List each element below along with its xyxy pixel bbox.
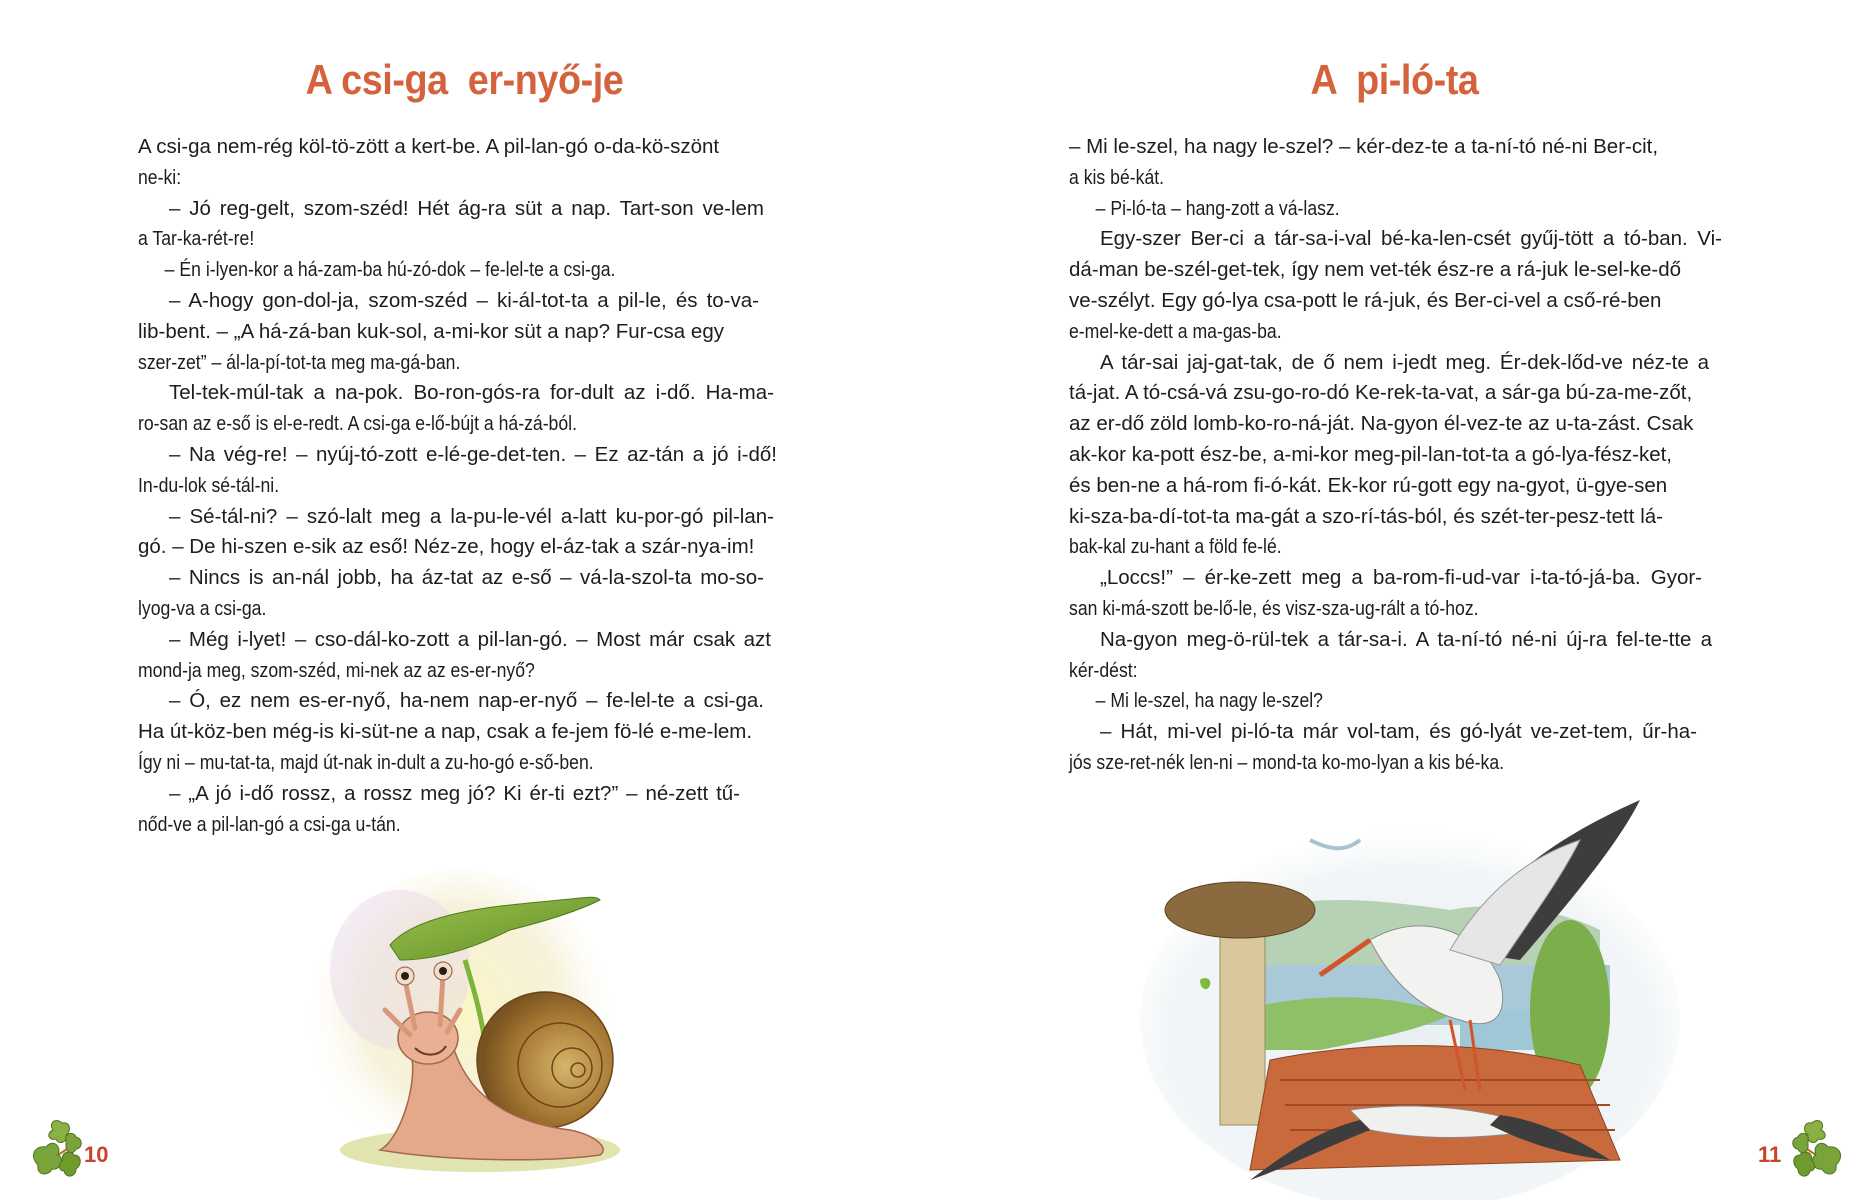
- text-line: gó. – De hi-szen e-sik az eső! Néz-ze, hogy el-áz-tak a szár-nya-im!: [138, 535, 755, 559]
- text-line: lib-bent. – „A há-zá-ban kuk-sol, a-mi-kor süt a nap? Fur-csa egy: [138, 319, 724, 343]
- text-line: san ki-má-szott be-lő-le, és visz-sza-ug-rált a tó-hoz.: [1069, 596, 1479, 620]
- text-line: ak-kor ka-pott ész-be, a-mi-kor meg-pil-lan-tot-ta a gó-lya-fész-ket,: [1069, 442, 1672, 466]
- page-number: 11: [1758, 1142, 1782, 1167]
- text-line: dá-man be-szél-get-tek, így nem vet-ték ész-re a rá-juk le-sel-ke-dő: [1069, 258, 1681, 282]
- text-line: a kis bé-kát.: [1069, 165, 1165, 189]
- page-title: A pi-ló-ta: [1310, 56, 1479, 103]
- text-line: e-mel-ke-dett a ma-gas-ba.: [1069, 319, 1282, 343]
- text-line: „Loccs!” – ér-ke-zett meg a ba-rom-fi-ud-var i-ta-tó-já-ba. Gyor-: [1100, 566, 1702, 590]
- text-line: az er-dő zöld lomb-ko-ro-ná-ját. Na-gyon él-vez-te az u-ta-zást. Csak: [1069, 412, 1694, 436]
- text-line: – Pi-ló-ta – hang-zott a vá-lasz.: [1095, 196, 1340, 220]
- text-line: a Tar-ka-rét-re!: [138, 227, 255, 251]
- text-line: nőd-ve a pil-lan-gó a csi-ga u-tán.: [138, 812, 401, 836]
- text-line: – „A jó i-dő rossz, a rossz meg jó? Ki ér-ti ezt?” – né-zett tű-: [169, 781, 740, 805]
- text-line: jós sze-ret-nék len-ni – mond-ta ko-mo-lyan a kis bé-ka.: [1069, 750, 1505, 774]
- page-title: A csi-ga er-nyő-je: [305, 56, 624, 103]
- snail-illustration: [310, 850, 630, 1180]
- text-line: – Hát, mi-vel pi-ló-ta már vol-tam, és gó-lyát ve-zet-tem, űr-ha-: [1100, 720, 1697, 744]
- text-line: ve-szélyt. Egy gó-lya csa-pott le rá-juk, és Ber-ci-vel a cső-ré-ben: [1069, 288, 1662, 312]
- text-line: Egy-szer Ber-ci a tár-sa-i-val bé-ka-len-csét gyűj-tött a tó-ban. Vi-: [1100, 227, 1722, 251]
- text-line: mond-ja meg, szom-széd, mi-nek az az es-er-nyő?: [138, 658, 535, 682]
- text-line: – Nincs is an-nál jobb, ha áz-tat az e-ső – vá-la-szol-ta mo-so-: [169, 566, 764, 590]
- text-line: – Még i-lyet! – cso-dál-ko-zott a pil-lan-gó. – Most már csak azt: [169, 627, 771, 651]
- page-number: 10: [84, 1142, 109, 1167]
- text-line: kér-dést:: [1069, 658, 1138, 682]
- text-line: Így ni – mu-tat-ta, majd út-nak in-dult a zu-ho-gó e-ső-ben.: [138, 750, 594, 774]
- text-line: ne-ki:: [138, 165, 182, 189]
- text-line: – Mi le-szel, ha nagy le-szel?: [1095, 689, 1323, 713]
- oak-leaf-ornament-icon: [18, 1115, 88, 1187]
- text-line: Ha út-köz-ben még-is ki-süt-ne a nap, csak a fe-jem fö-lé e-me-lem.: [138, 720, 753, 744]
- text-line: lyog-va a csi-ga.: [138, 596, 267, 620]
- text-line: – Én i-lyen-kor a há-zam-ba hú-zó-dok – fe-lel-te a csi-ga.: [164, 258, 616, 282]
- text-line: A tár-sai jaj-gat-tak, de ő nem i-jedt meg. Ér-dek-lőd-ve néz-te a: [1100, 350, 1709, 374]
- text-line: – Na vég-re! – nyúj-tó-zott e-lé-ge-det-ten. – Ez az-tán a jó i-dő!: [169, 442, 777, 466]
- text-line: Tel-tek-múl-tak a na-pok. Bo-ron-gós-ra for-dult az i-dő. Ha-ma-: [169, 381, 774, 405]
- text-line: tá-jat. A tó-csá-vá zsu-go-ro-dó Ke-rek-ta-vat, a sár-ga bú-za-me-zőt,: [1069, 381, 1693, 405]
- text-line: bak-kal zu-hant a föld fe-lé.: [1069, 535, 1282, 559]
- stork-illustration: [1120, 780, 1680, 1200]
- text-line: A csi-ga nem-rég köl-tö-zött a kert-be. A pil-lan-gó o-da-kö-szönt: [138, 135, 720, 158]
- text-line: – Ó, ez nem es-er-nyő, ha-nem nap-er-nyő – fe-lel-te a csi-ga.: [169, 689, 764, 713]
- oak-leaf-ornament-icon: [1786, 1115, 1856, 1187]
- text-line: Na-gyon meg-ö-rül-tek a tár-sa-i. A ta-ní-tó né-ni új-ra fel-te-tte a: [1100, 627, 1712, 651]
- story-text: [1069, 132, 1726, 779]
- text-line: ro-san az e-ső is el-e-redt. A csi-ga e-lő-bújt a há-zá-ból.: [138, 412, 577, 436]
- text-line: – Sé-tál-ni? – szó-lalt meg a la-pu-le-vél a-latt ku-por-gó pil-lan-: [169, 504, 774, 528]
- text-line: – Mi le-szel, ha nagy le-szel? – kér-dez-te a ta-ní-tó né-ni Ber-cit,: [1069, 135, 1659, 158]
- text-line: In-du-lok sé-tál-ni.: [138, 473, 280, 497]
- story-text: [138, 132, 793, 840]
- right-page: [930, 0, 1859, 1200]
- left-page: [0, 0, 929, 1200]
- text-line: – Jó reg-gelt, szom-széd! Hét ág-ra süt a nap. Tart-son ve-lem: [169, 196, 764, 220]
- text-line: – A-hogy gon-dol-ja, szom-széd – ki-ál-tot-ta a pil-le, és to-va-: [169, 288, 759, 312]
- text-line: szer-zet” – ál-la-pí-tot-ta meg ma-gá-ban.: [138, 350, 461, 374]
- text-line: ki-sza-ba-dí-tot-ta ma-gát a szo-rí-tás-ból, és szét-ter-pesz-tett lá-: [1069, 504, 1663, 528]
- text-line: és ben-ne a há-rom fi-ó-kát. Ek-kor rú-gott egy na-gyot, ü-gye-sen: [1069, 473, 1668, 497]
